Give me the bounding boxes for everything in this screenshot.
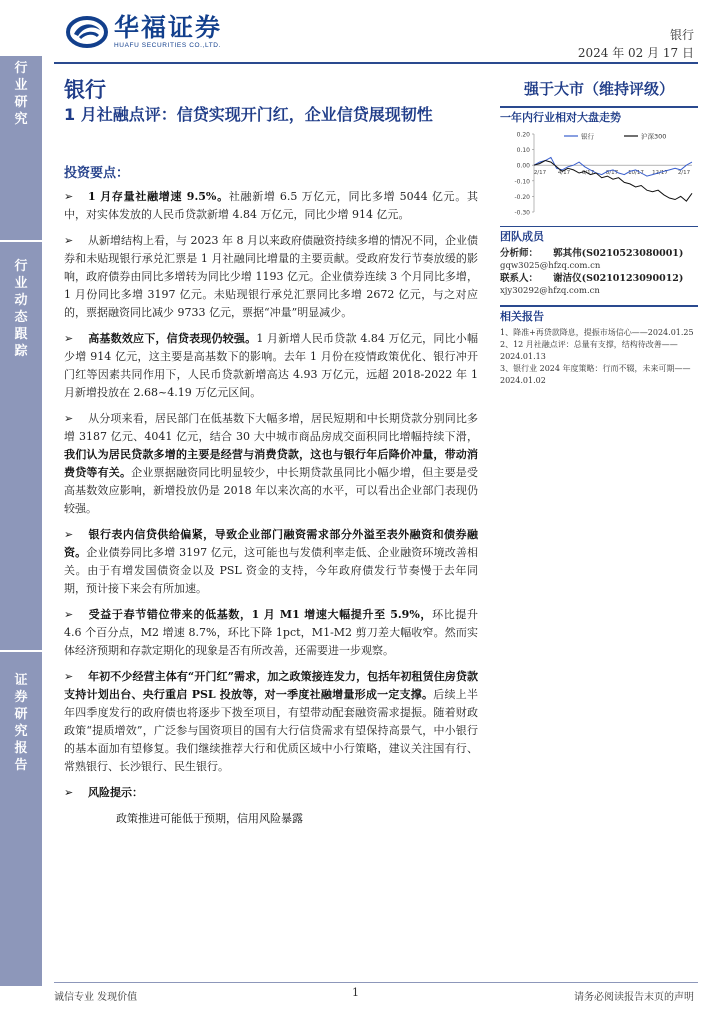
footer-disclaimer: 请务必阅读报告末页的声明 <box>574 992 694 1003</box>
rating-text: 强于大市（维持评级） <box>523 80 674 98</box>
paragraph-lead: 受益于春节错位带来的低基数，1 月 M1 增速大幅提升至 5.9%， <box>88 608 433 621</box>
x-tick-label: 4/17 <box>557 169 571 176</box>
footer-slogan: 诚信专业 发现价值 <box>54 992 138 1003</box>
team-heading: 团队成员 <box>500 230 544 243</box>
sidebar-char: 券 <box>14 690 28 705</box>
y-tick-label: 0.00 <box>516 162 530 170</box>
arrow-bullet-icon: ➢ <box>64 528 74 541</box>
related-report-link[interactable]: 2、12 月社融点评：总量有支撑，结构待改善——2024.01.13 <box>500 339 678 361</box>
sidebar-char: 究 <box>14 724 28 739</box>
paragraph-text: 从分项来看，居民部门在低基数下大幅多增，居民短期和中长期贷款分别同比多增 3187 亿元、4041 亿元，结合 30 大中城市商品房成交面积同比增幅持续下滑， <box>64 412 478 443</box>
sidebar-char: 告 <box>14 758 28 773</box>
body-paragraph <box>64 668 478 776</box>
sidebar-char: 证 <box>14 673 28 688</box>
paragraph-text: 从新增结构上看，与 2023 年 8 月以来政府债融资持续多增的情况不同，企业债券和未贴现银行承兑汇票是 1 月社融同比增量的主要贡献。受政府发行节奏放缓的影响，政府债券由同比多增转为同比少增 1193 亿元。企业债券连续 3 个月同比多增，1 月份同比多增 3197 亿元。未贴现银行承兑汇票同比多增 2672 亿元，与之对应的，票据融资同比减少 9733 亿元，票据“冲量”明显减少。 <box>64 234 478 319</box>
sidebar-char: 究 <box>14 112 28 127</box>
header-industry: 银行 <box>669 28 694 42</box>
page-title: 银行 <box>64 78 106 102</box>
right-column <box>500 72 698 387</box>
sidebar-label-industry-tracking <box>0 258 42 360</box>
sidebar-char: 动 <box>14 293 28 308</box>
arrow-bullet-icon: ➢ <box>64 412 74 425</box>
arrow-bullet-icon: ➢ <box>64 670 74 683</box>
paragraph-text: 1 月新增人民币贷款 4.84 万亿元，同比小幅少增 914 亿元，这主要是高基数下的影响。去年 1 月份在疫情政策优化、银行冲开门红等因素共同作用下，人民币贷款新增高达 4.93 万亿元，远超 2018-2022 年 1 月新增投放在 2.68~4.19 万亿元区间。 <box>64 332 479 399</box>
arrow-bullet-icon: ➢ <box>64 608 74 621</box>
y-tick-label: -0.30 <box>514 209 530 216</box>
y-tick-label: 0.10 <box>516 146 530 154</box>
sidebar-char: 业 <box>14 276 28 291</box>
body-paragraph <box>64 410 478 518</box>
related-report-link[interactable]: 3、银行业 2024 年度策略：行而不辍，未来可期——2024.01.02 <box>500 363 691 385</box>
x-tick-label: 2/17 <box>677 169 691 176</box>
contact-label: 联系人： <box>500 273 539 284</box>
y-tick-label: -0.10 <box>514 177 530 185</box>
analyst-name: 郭其伟(S0210523080001) <box>553 248 684 259</box>
header-date: 2024 年 02 月 17 日 <box>577 46 694 60</box>
logo-cn-text: 华福证券 <box>114 13 223 42</box>
body-paragraph <box>64 606 478 660</box>
paragraph-text: 企业债券同比多增 3197 亿元，这可能也与发债利率走低、企业融资环境改善相关。由于有增发国债资金以及 PSL 资金的支持，今年政府债发行节奏慢于去年同期，预计接下来会有所加速。 <box>64 546 478 595</box>
paragraph-lead: 1 月存量社融增速 9.5%。 <box>88 190 229 203</box>
y-tick-label: 0.20 <box>516 131 530 138</box>
contact-email: xjy30292@hfzq.com.cn <box>500 286 600 296</box>
x-tick-label: 12/17 <box>652 169 668 176</box>
x-tick-label: 10/17 <box>628 169 644 176</box>
sidebar-label-industry-research <box>0 60 42 128</box>
page-header <box>0 0 724 62</box>
analyst-email: gqw3025@hfzq.com.cn <box>500 261 601 271</box>
sidebar-char: 行 <box>14 259 28 274</box>
legend-label: 沪深300 <box>641 132 667 140</box>
sidebar-char: 跟 <box>14 327 28 342</box>
page-number: 1 <box>352 986 359 999</box>
contact-line <box>500 272 698 285</box>
legend-label: 银行 <box>581 132 594 140</box>
analyst-line <box>500 247 698 260</box>
risk-heading <box>64 784 478 802</box>
related-reports-heading: 相关报告 <box>500 309 544 323</box>
main-body <box>64 188 478 828</box>
sidebar-char: 踪 <box>14 344 28 359</box>
logo-en-text: HUAFU SECURITIES CO.,LTD. <box>114 42 221 49</box>
body-paragraph <box>64 330 478 402</box>
body-paragraph <box>64 188 478 224</box>
report-subtitle: 1 月社融点评：信贷实现开门红，企业信贷展现韧性 <box>64 105 433 124</box>
contact-name: 谢洁仪(S0210123090012) <box>553 273 684 284</box>
paragraph-text: 后续上半年四季度发行的政府债也将逐步下拨至项目，有望带动配套融资需求提振。随着财政政策“提质增效”，广泛参与国资项目的国有大行信贷需求有望保持高景气，中小银行的基本面加有望修复。我们继续推荐大行和优质区域中小行策略，建议关注国有行、常熟银行、长沙银行、民生银行。 <box>64 688 479 773</box>
logo-mark-icon <box>66 14 108 50</box>
paragraph-text: 企业票据融资同比明显较少，中长期贷款虽同比小幅少增，但主要是受高基数效应影响，新增投放仍是 2018 年以来次高的水平，可以看出企业部门表现仍较强。 <box>64 466 479 515</box>
analyst-label: 分析师： <box>500 248 539 259</box>
related-report-link[interactable]: 1、降准+再贷款降息，提振市场信心——2024.01.25 <box>500 327 694 337</box>
sidebar-label-securities-report <box>0 672 42 774</box>
body-paragraph <box>64 232 478 322</box>
company-logo <box>66 14 222 50</box>
x-tick-label: 8/17 <box>605 169 619 176</box>
y-tick-label: -0.20 <box>514 193 530 201</box>
sidebar-char: 行 <box>14 61 28 76</box>
paragraph-lead: 银行表内信贷供给偏紧，导致企业部门融资需求部分外溢至表外融资和债券融资。 <box>64 528 478 559</box>
left-sidebar <box>0 56 42 986</box>
body-paragraph <box>64 526 478 598</box>
series-line-沪深300 <box>534 160 692 201</box>
risk-text: 政策推进可能低于预期，信用风险暴露 <box>116 812 303 825</box>
x-tick-label: 2/17 <box>533 169 547 176</box>
risk-heading-text: 风险提示： <box>88 786 143 799</box>
sidebar-char: 态 <box>14 310 28 325</box>
paragraph-text: 环比提升 4.6 个百分点，M2 增速 8.7%，环比下降 1pct，M1-M2 剪刀差大幅收窄。然而实体经济预期和存款定期化的现象是否有所改善，还需要进一步观察。 <box>64 608 479 657</box>
arrow-bullet-icon: ➢ <box>64 332 74 345</box>
sidebar-divider <box>0 240 42 242</box>
arrow-bullet-icon: ➢ <box>64 234 74 247</box>
footer-rule <box>54 982 698 983</box>
sidebar-char: 报 <box>14 741 28 756</box>
arrow-bullet-icon: ➢ <box>64 190 74 203</box>
x-tick-label: 6/17 <box>581 169 595 176</box>
investment-points-heading: 投资要点： <box>64 166 130 181</box>
paragraph-lead: 高基数效应下，信贷表现仍较强。 <box>88 332 257 345</box>
paragraph-text: 社融新增 6.5 万亿元，同比多增 5044 亿元。其中，对实体发放的人民币贷款新增 4.84 万亿元，同比少增 914 亿元。 <box>64 190 478 221</box>
sidebar-divider <box>0 650 42 652</box>
paragraph-emphasis: 我们认为居民贷款多增的主要是经营与消费贷款，这也与银行年后降价冲量，带动消费贷等有关。 <box>64 448 478 479</box>
chart-heading: 一年内行业相对大盘走势 <box>500 110 621 124</box>
sidebar-char: 业 <box>14 78 28 93</box>
arrow-bullet-icon: ➢ <box>64 786 74 799</box>
sidebar-char: 研 <box>14 95 28 110</box>
relative-performance-chart <box>500 128 698 220</box>
header-rule <box>54 62 698 64</box>
paragraph-lead: 年初不少经营主体有“开门红”需求，加之政策接连发力，包括年初租赁住房贷款支持计划出台、央行重启 PSL 投放等，对一季度社融增量形成一定支撑。 <box>64 670 478 701</box>
sidebar-char: 研 <box>14 707 28 722</box>
